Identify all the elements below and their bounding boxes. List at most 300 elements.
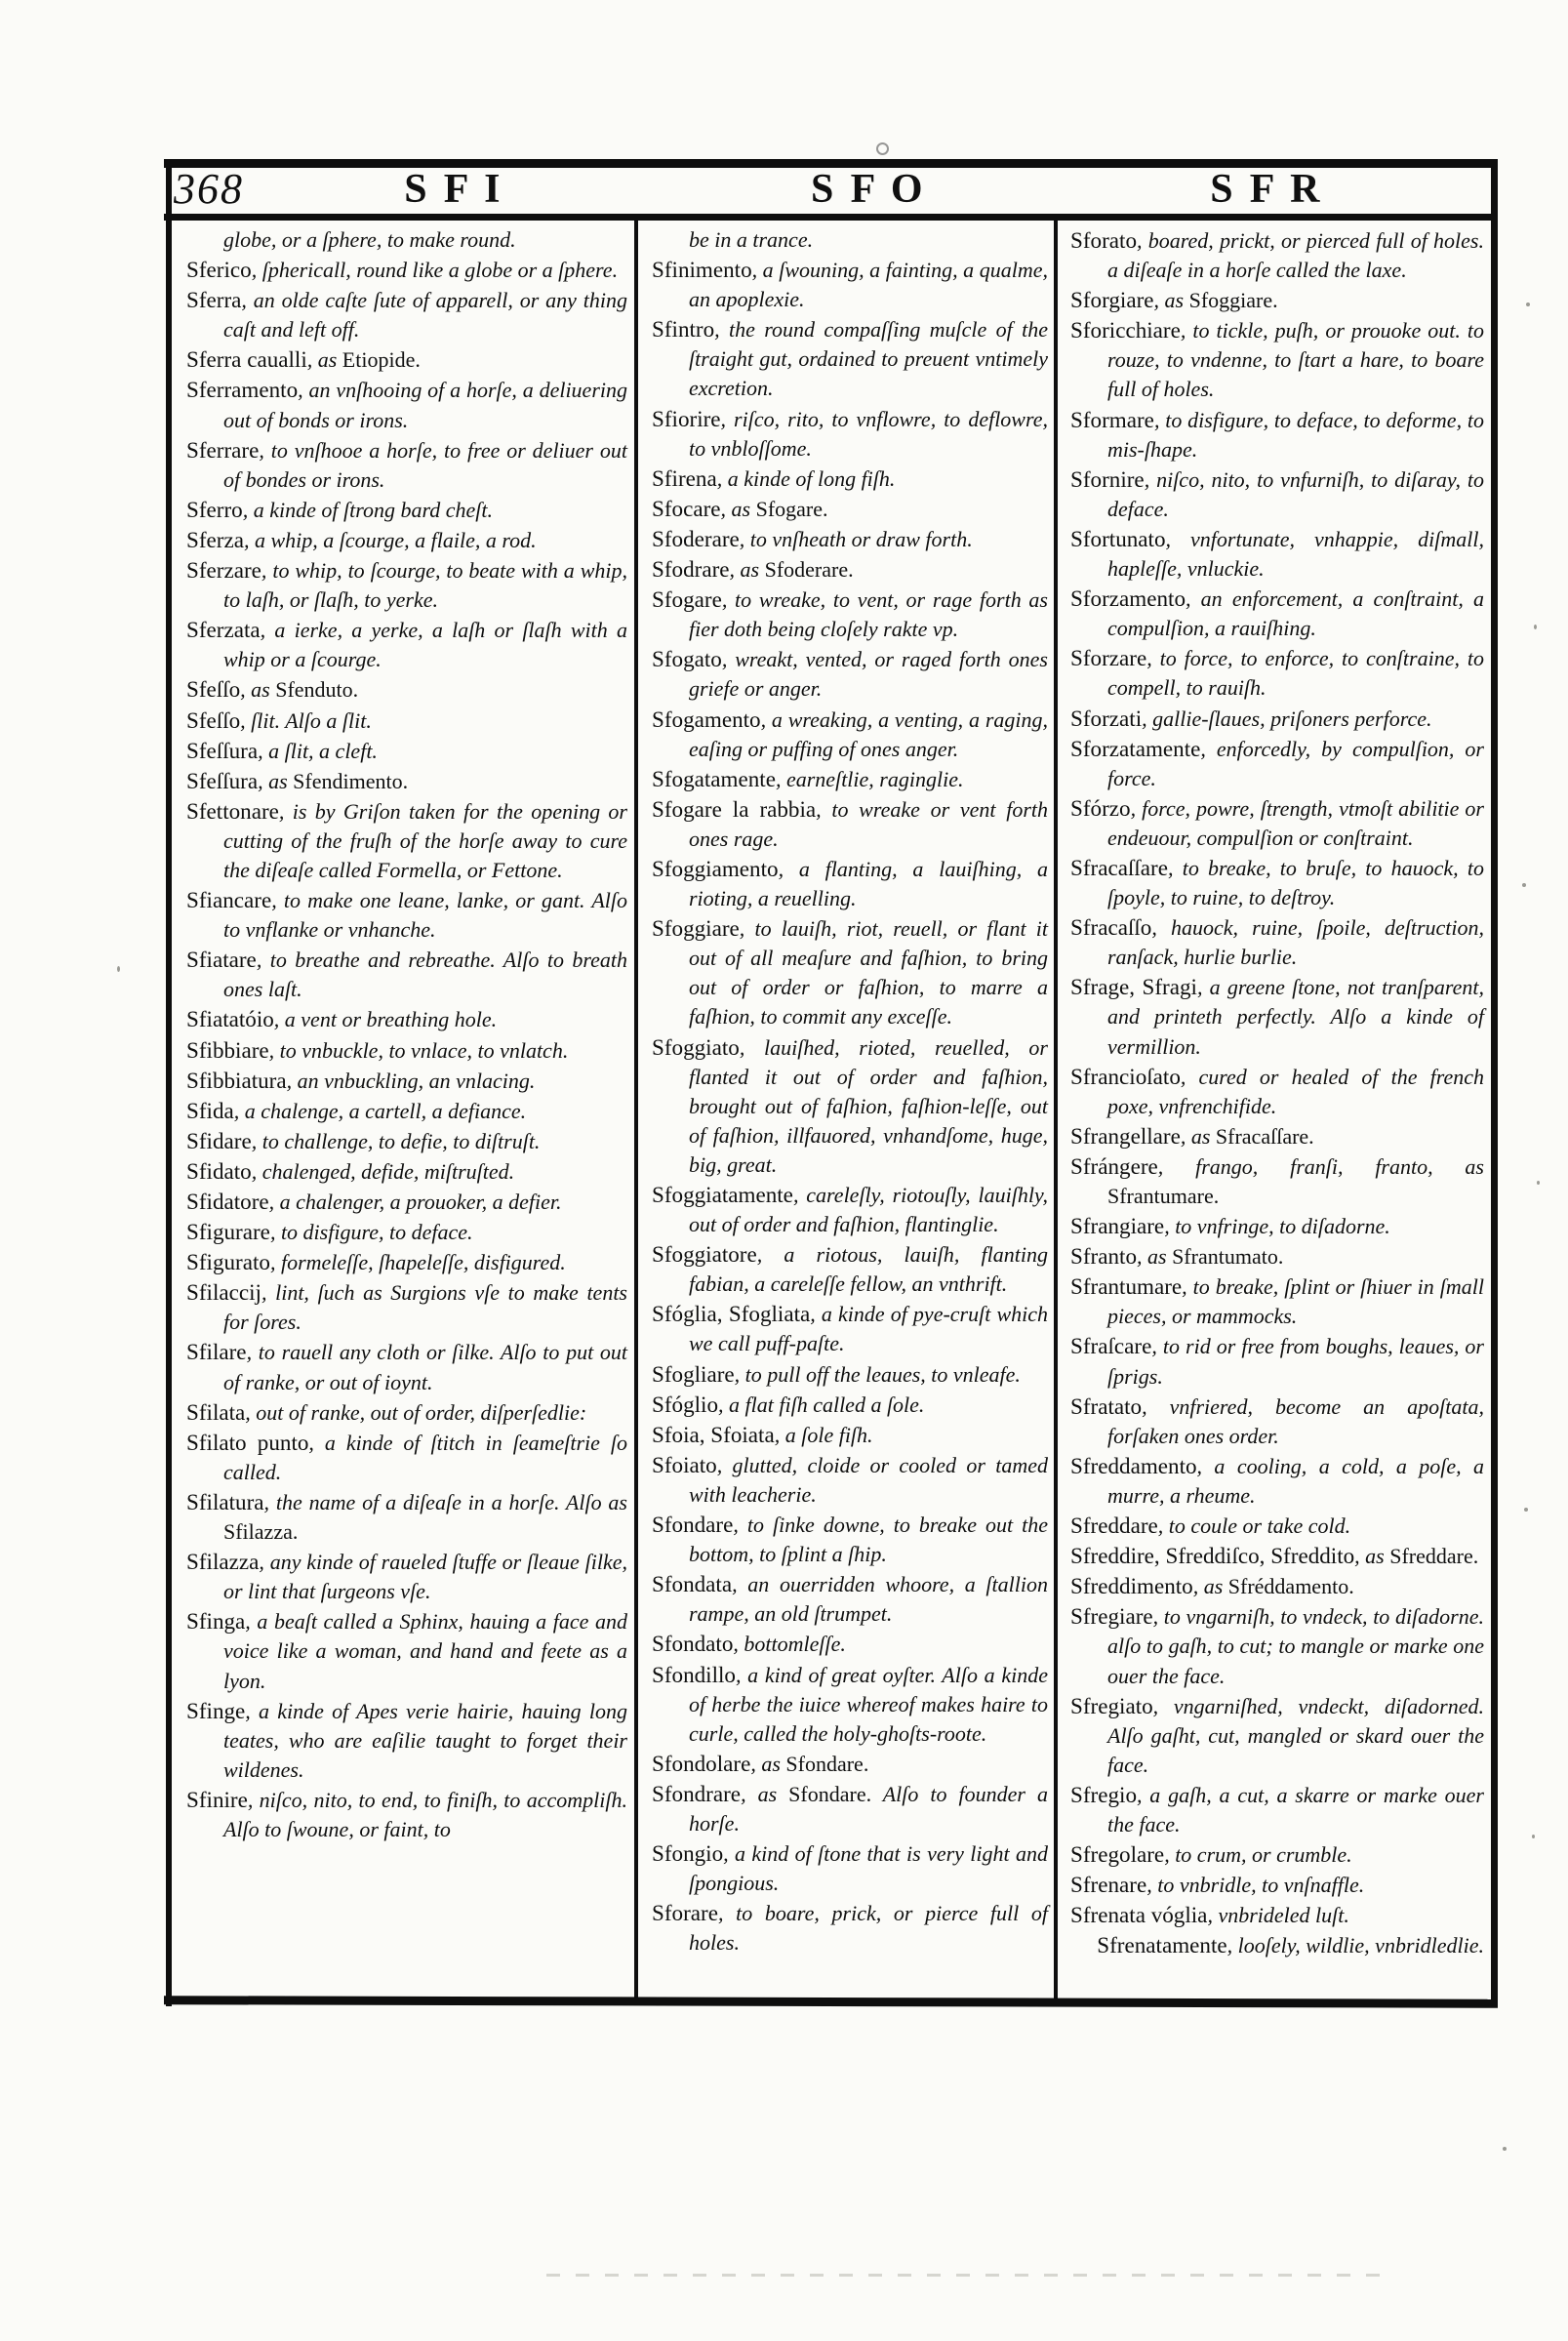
entry-definition: globe, or a ſphere, to make round. xyxy=(223,227,516,252)
entry-definition: , as xyxy=(1354,1544,1390,1569)
entry-headword: Sfinge xyxy=(186,1697,246,1723)
entry-definition: , vnfortunate, vnhappie, diſmall, hapleſſe, vnluckie. xyxy=(1107,526,1484,582)
entry-definition: , to wreake, to vent, or rage forth as fier doth being cloſely rakte vp. xyxy=(689,587,1048,642)
entry-definition: , the round compaſſing muſcle of the ſtraight gut, ordained to preuent vntimely excretion. xyxy=(689,317,1048,401)
entry-definition: , a chalenger, a prouoker, a defier. xyxy=(268,1190,562,1214)
entry-definition: , to vnfringe, to diſadorne. xyxy=(1164,1214,1390,1239)
entry-headword: Sfrangiare xyxy=(1070,1213,1165,1239)
scan-speck xyxy=(1522,883,1526,887)
entry-definition: , an olde caſte ſute of apparell, or any thing caſt and left off. xyxy=(223,288,627,343)
dictionary-entry xyxy=(1070,734,1484,793)
entry-headword: Sfondrare xyxy=(652,1780,742,1806)
entry-headword: Sferzare xyxy=(186,557,261,584)
entry-definition: , to disfigure, to deface, to deforme, to mis-ſhape. xyxy=(1107,407,1484,462)
entry-headword: Sferro xyxy=(186,496,243,522)
scan-speck xyxy=(1532,1835,1535,1838)
entry-definition: , a whip, a ſcourge, a flaile, a rod. xyxy=(243,527,537,552)
dictionary-entry xyxy=(186,1428,627,1487)
entry-headword: Sfracaſſo xyxy=(1070,914,1152,941)
right-border xyxy=(1491,159,1498,2006)
entry-headword: Sfeſſo xyxy=(186,706,241,733)
entry-definition: , vngarniſhed, vndeckt, diſadorned. Alſo gaſht, cut, mangled or skard ouer the face. xyxy=(1107,1693,1484,1777)
entry-headword: Sfreddimento xyxy=(1070,1573,1193,1599)
entry-definition: , to wreake or vent forth ones rage. xyxy=(689,796,1048,851)
entry-definition: , a wreaking, a venting, a raging, eaſing or puffing of ones anger. xyxy=(689,706,1048,761)
dictionary-entry xyxy=(652,854,1048,913)
entry-headword: Sfóglio xyxy=(652,1391,719,1417)
entry-definition: , a ſlit, a cleft. xyxy=(258,738,378,763)
dictionary-entry xyxy=(652,1838,1048,1898)
entry-definition: , as xyxy=(729,557,765,583)
entry-definition: , to breake, ſplint or ſhiuer in ſmall pieces, or mammocks. xyxy=(1107,1274,1484,1329)
entry-headword: Sfigurato xyxy=(186,1249,270,1275)
entry-definition: , lint, ſuch as Surgions vſe to make tents for ſores. xyxy=(223,1280,627,1335)
entry-headword: Sfrancioſato xyxy=(1070,1063,1181,1089)
dictionary-entry xyxy=(186,945,627,1004)
entry-headword: Sfogliare xyxy=(652,1360,735,1387)
dictionary-entry xyxy=(186,766,627,796)
entry-definition: , niſco, nito, to end, to finiſh, to accompliſh. Alſo to ſwoune, or faint, to xyxy=(223,1787,627,1841)
entry-headword: Sfrángere xyxy=(1070,1152,1158,1179)
dictionary-entry xyxy=(1070,704,1484,734)
entry-headword: Sfinimento xyxy=(652,257,752,283)
entry-definition: , as xyxy=(258,768,294,793)
entry-headword: Sferico xyxy=(186,257,252,283)
entry-headword: Sfrenare xyxy=(1070,1872,1147,1898)
dictionary-entry xyxy=(186,1156,627,1187)
entry-definition: , an vnſhooing of a horſe, a deliuering out of bonds or irons. xyxy=(223,378,627,432)
running-head-sfo: S F O xyxy=(811,167,926,212)
dictionary-entry xyxy=(186,495,627,525)
scan-speck xyxy=(1503,2147,1507,2151)
entry-headword: Sfilato punto xyxy=(186,1429,309,1455)
entry-headword: Sferra caualli xyxy=(186,346,307,373)
entry-headword: Sfoderare xyxy=(652,525,740,551)
dictionary-entry xyxy=(652,585,1048,644)
dictionary-entry xyxy=(1070,285,1484,315)
entry-headword: Sfoggiamento xyxy=(652,855,779,881)
running-head-sfr: S F R xyxy=(1210,167,1323,212)
entry-definition: , to breathe and rebreathe. Alſo to breath ones laſt. xyxy=(223,948,627,1002)
entry-headword: Sfogare la rabbia xyxy=(652,795,817,822)
running-head-sfi: S F I xyxy=(404,167,503,212)
dictionary-entry xyxy=(186,435,627,495)
left-border xyxy=(166,159,172,2006)
entry-continuation xyxy=(652,225,1048,255)
entry-definition: , vnbrideled luſt. xyxy=(1207,1903,1349,1928)
entry-definition: , force, powre, ſtrength, vtmoſt abilitie or endeuour, compulſion or conſtraint. xyxy=(1107,795,1484,850)
scan-speck xyxy=(1537,1181,1540,1185)
entry-headword: Sferrare xyxy=(186,436,260,463)
entry-definition: , formeleſſe, ſhapeleſſe, disfigured. xyxy=(269,1250,566,1275)
entry-definition: , as xyxy=(1137,1244,1173,1270)
entry-headword: Sforzare xyxy=(1070,645,1147,671)
entry-definition: , a kinde of ſtitch in ſeameſtrie ſo called. xyxy=(223,1430,627,1484)
dictionary-entry xyxy=(186,885,627,945)
dictionary-entry xyxy=(652,1390,1048,1420)
dictionary-entry xyxy=(186,1277,627,1337)
cross-reference: Sfilazza. xyxy=(223,1519,299,1545)
dictionary-column-3 xyxy=(1070,225,1484,1960)
entry-definition: , to breake, to bruſe, to hauock, to ſpoyle, to ruine, to deſtroy. xyxy=(1107,855,1484,910)
entry-definition: , as xyxy=(1153,288,1189,313)
scan-speck xyxy=(117,966,120,972)
scan-speck xyxy=(1524,1508,1528,1512)
dictionary-entry xyxy=(652,1359,1048,1390)
entry-definition: , to rid or free from boughs, leaues, or ſprigs. xyxy=(1107,1334,1484,1389)
dictionary-entry xyxy=(1070,1121,1484,1151)
dictionary-entry xyxy=(186,1247,627,1277)
dictionary-entry xyxy=(1070,1331,1484,1391)
dictionary-entry xyxy=(652,1660,1048,1749)
entry-definition: , careleſly, riotouſly, lauiſhly, out of order and faſhion, flantinglie. xyxy=(689,1183,1048,1237)
entry-headword: Sfilare xyxy=(186,1339,247,1365)
entry-definition: , enforcedly, by compulſion, or force. xyxy=(1107,736,1484,790)
entry-definition: , to challenge, to defie, to diſtruſt. xyxy=(251,1128,541,1153)
dictionary-entry xyxy=(1070,643,1484,703)
dictionary-entry xyxy=(186,525,627,555)
dictionary-entry xyxy=(1070,225,1484,285)
entry-headword: Sfeſſura xyxy=(186,737,259,763)
bottom-rule xyxy=(164,1996,1498,2008)
dictionary-entry xyxy=(186,1337,627,1396)
dictionary-entry xyxy=(186,1126,627,1156)
entry-headword: Sfondata xyxy=(652,1571,733,1597)
entry-headword: Sforicchiare xyxy=(1070,317,1181,343)
cross-reference: Sfrantumato. xyxy=(1172,1244,1284,1270)
entry-definition: , to coule or take cold. xyxy=(1157,1514,1351,1539)
dictionary-entry xyxy=(1070,1062,1484,1121)
dictionary-entry xyxy=(1070,1900,1484,1930)
entry-definition: , is by Griſon taken for the opening or cutting of the fruſh of the horſe away to cure the diſeaſe called Formella, or Fettone. xyxy=(223,798,627,882)
entry-definition: , to make one leane, lanke, or gant. Alſo to vnflanke or vnhanche. xyxy=(223,888,627,943)
entry-headword: Sforato xyxy=(1070,227,1137,253)
scan-ring-mark xyxy=(876,142,889,155)
entry-headword: Sfidatore xyxy=(186,1189,269,1214)
dictionary-entry xyxy=(652,1510,1048,1569)
dictionary-entry xyxy=(1070,793,1484,853)
entry-definition: , a gaſh, a cut, a skarre or marke ouer the face. xyxy=(1107,1782,1484,1836)
entry-headword: Sfocare xyxy=(652,495,721,521)
entry-headword: Sfeſſura xyxy=(186,767,259,793)
entry-definition: , to vnbuckle, to vnlace, to vnlatch. xyxy=(268,1037,569,1063)
entry-headword: Sfondato xyxy=(652,1631,734,1657)
entry-headword: Sfrangellare xyxy=(1070,1122,1181,1149)
entry-definition: , riſco, rito, to vnflowre, to deflowre, to vnbloſſome. xyxy=(689,406,1048,461)
entry-definition: , a vent or breathing hole. xyxy=(273,1007,498,1032)
entry-headword: Sfraſcare xyxy=(1070,1333,1152,1359)
entry-headword: Sfreddare xyxy=(1070,1513,1158,1539)
cross-reference: Sfréddamento. xyxy=(1227,1574,1354,1599)
entry-definition: , to whip, to ſcourge, to beate with a whip, to laſh, or ſlaſh, to yerke. xyxy=(223,558,627,613)
dictionary-entry xyxy=(186,1696,627,1785)
entry-headword: Sferramento xyxy=(186,377,299,403)
dictionary-entry xyxy=(186,1187,627,1217)
dictionary-entry xyxy=(1070,1151,1484,1211)
entry-headword: Sfeſſo xyxy=(186,676,241,703)
entry-definition: , any kinde of raueled ſtuffe or ſleaue ſilke, or lint that ſurgeons vſe. xyxy=(223,1550,627,1604)
scan-ghost-line xyxy=(546,2274,1395,2277)
entry-definition: , as xyxy=(750,1751,786,1776)
entry-headword: Sfreddamento xyxy=(1070,1452,1197,1478)
dictionary-entry xyxy=(1070,912,1484,972)
dictionary-entry xyxy=(1070,1601,1484,1690)
entry-headword: Sfracaſſare xyxy=(1070,854,1168,880)
cross-reference: Sfoderare. xyxy=(764,557,854,583)
dictionary-entry xyxy=(1070,1571,1484,1601)
entry-headword: Sfiatare xyxy=(186,947,257,973)
entry-definition: , lauiſhed, rioted, reuelled, or flanted it out of order and faſhion, brought out of faſhion, faſhion-leſſe, out of faſhion, illfauored, vnhandſome, huge, big, great. xyxy=(689,1034,1048,1177)
entry-definition: , as xyxy=(306,347,342,373)
dictionary-entry xyxy=(1070,1541,1484,1571)
entry-definition: , to rauell any cloth or ſilke. Alſo to put out of ranke, or out of ioynt. xyxy=(223,1340,627,1394)
dictionary-entry xyxy=(186,674,627,705)
entry-definition: , a flat fiſh called a ſole. xyxy=(718,1392,925,1417)
dictionary-entry xyxy=(652,913,1048,1031)
entry-headword: Sfregiare xyxy=(1070,1603,1153,1630)
entry-definition: , a flanting, a lauiſhing, a rioting, a reuelling. xyxy=(689,856,1048,911)
dictionary-entry xyxy=(1070,1271,1484,1331)
dictionary-entry xyxy=(186,736,627,766)
entry-headword: Sfintro xyxy=(652,316,715,343)
entry-definition: , to vnſhooe a horſe, to free or deliuer out of bondes or irons. xyxy=(223,437,627,492)
entry-headword: Sfirena xyxy=(652,464,717,491)
dictionary-entry xyxy=(1070,1870,1484,1900)
entry-definition: , wreakt, vented, or raged forth ones griefe or anger. xyxy=(689,647,1048,702)
entry-definition: , boared, prickt, or pierced full of holes. a diſeaſe in a horſe called the laxe. xyxy=(1107,228,1484,283)
cross-reference: Sfenduto. xyxy=(275,677,359,703)
dictionary-entry xyxy=(1070,584,1484,643)
dictionary-entry xyxy=(186,555,627,615)
entry-headword: Sfondillo xyxy=(652,1661,736,1687)
dictionary-entry xyxy=(1070,1392,1484,1451)
dictionary-entry xyxy=(652,314,1048,403)
entry-headword: Sforare xyxy=(652,1900,718,1926)
entry-definition: , an vnbuckling, an vnlacing. xyxy=(286,1068,536,1093)
entry-headword: Sfórzo xyxy=(1070,794,1131,821)
entry-definition: , as xyxy=(720,496,756,521)
dictionary-entry xyxy=(1070,1780,1484,1839)
entry-headword: Sfoia, Sfoiata xyxy=(652,1421,775,1447)
entry-headword: Sfilatura xyxy=(186,1488,264,1514)
dictionary-entry xyxy=(652,464,1048,494)
entry-definition: , to lauiſh, riot, reuell, or flant it out of all meaſure and faſhion, to bring out of order or faſhion, to marre a faſhion, to commit any exceſſe. xyxy=(689,916,1048,1029)
dictionary-entry xyxy=(652,255,1048,314)
entry-headword: Sfregiato xyxy=(1070,1692,1153,1718)
entry-headword: Sfoggiare xyxy=(652,915,740,942)
entry-headword: Sfreddire, Sfreddiſco, Sfreddito xyxy=(1070,1543,1355,1569)
entry-headword: Sfinire xyxy=(186,1786,248,1812)
entry-headword: Sfodrare xyxy=(652,556,730,583)
entry-definition: , a riotous, lauiſh, flanting fabian, a careleſſe fellow, an vnthrift. xyxy=(689,1242,1048,1297)
entry-definition: , cured or healed of the french poxe, vnfrenchifide. xyxy=(1107,1064,1484,1118)
entry-headword: Sfoiato xyxy=(652,1451,717,1477)
dictionary-entry xyxy=(186,796,627,885)
cross-reference: Sfendimento. xyxy=(293,768,409,793)
page-number: 368 xyxy=(174,165,244,213)
entry-headword: Sfilata xyxy=(186,1398,246,1425)
entry-definition: Alſo to founder a horſe. xyxy=(689,1781,1048,1836)
entry-headword: Sfiatatóio xyxy=(186,1006,274,1032)
dictionary-entry xyxy=(652,404,1048,464)
dictionary-entry xyxy=(652,764,1048,794)
entry-definition: , a kind of ſtone that is very light and ſpongious. xyxy=(689,1841,1048,1896)
header-bottom-rule xyxy=(164,214,1498,221)
entry-definition: , to ſinke downe, to breake out the bottom, to ſplint a ſhip. xyxy=(689,1513,1048,1567)
dictionary-entry xyxy=(186,285,627,344)
entry-headword: Sfidare xyxy=(186,1127,252,1153)
dictionary-entry xyxy=(186,1397,627,1428)
dictionary-entry xyxy=(186,1004,627,1034)
dictionary-entry xyxy=(186,1217,627,1247)
entry-headword: Sfinga xyxy=(186,1608,246,1635)
entry-headword: Sfiorire xyxy=(652,405,721,431)
cross-reference: Sfondare. xyxy=(785,1751,869,1776)
dictionary-entry xyxy=(186,1066,627,1096)
cross-reference: Sfogare. xyxy=(755,496,828,521)
dictionary-entry xyxy=(186,1096,627,1126)
entry-definition: , a kinde of pye-cruſt which we call puff-paſte. xyxy=(689,1302,1048,1356)
dictionary-entry xyxy=(652,494,1048,524)
column-divider-2 xyxy=(1054,221,1058,1998)
entry-definition: , to vngarniſh, to vndeck, to diſadorne. alſo to gaſh, to cut; to mangle or marke one ouer the face. xyxy=(1107,1604,1484,1688)
dictionary-entry xyxy=(186,255,627,285)
entry-headword: Sfogato xyxy=(652,646,722,672)
entry-definition: , to vnbridle, to vnſnaffle. xyxy=(1146,1873,1365,1898)
entry-definition: , as xyxy=(741,1781,789,1806)
dictionary-entry xyxy=(1070,1691,1484,1780)
cross-reference: Sfreddare. xyxy=(1389,1544,1479,1569)
entry-definition: , an ouerridden whoore, a ſtallion rampe, an old ſtrumpet. xyxy=(689,1572,1048,1627)
entry-definition: , ſphericall, round like a globe or a ſphere. xyxy=(251,258,619,283)
dictionary-entry xyxy=(186,706,627,736)
dictionary-entry xyxy=(652,554,1048,585)
entry-definition: , chalenged, defide, miſtruſted. xyxy=(251,1158,515,1184)
entry-definition: , to boare, prick, or pierce full of holes. xyxy=(689,1901,1048,1956)
entry-headword: Sfigurare xyxy=(186,1219,270,1245)
dictionary-entry xyxy=(652,1749,1048,1779)
entry-headword: Sfrenatamente xyxy=(1097,1932,1227,1958)
dictionary-entry xyxy=(652,1450,1048,1510)
dictionary-entry xyxy=(1070,405,1484,464)
dictionary-entry xyxy=(652,1180,1048,1239)
dictionary-entry xyxy=(1070,1930,1484,1960)
dictionary-entry xyxy=(652,1420,1048,1450)
entry-continuation xyxy=(186,225,627,255)
dictionary-entry xyxy=(1070,1211,1484,1241)
dictionary-entry xyxy=(652,644,1048,704)
dictionary-entry xyxy=(652,1629,1048,1659)
entry-headword: Sfóglia, Sfogliata xyxy=(652,1301,811,1327)
entry-headword: Sfregolare xyxy=(1070,1841,1165,1868)
entry-headword: Sfogatamente xyxy=(652,765,776,791)
entry-headword: Sfortunato xyxy=(1070,525,1166,551)
dictionary-column-2 xyxy=(652,225,1048,1958)
dictionary-entry xyxy=(652,705,1048,764)
dictionary-entry xyxy=(186,375,627,434)
column-divider-1 xyxy=(634,221,638,1998)
entry-definition: , gallie-ſlaues, priſoners perforce. xyxy=(1142,706,1432,731)
entry-headword: Sferza xyxy=(186,526,244,552)
entry-definition: , an enforcement, a conſtraint, a compulſion, a rauiſhing. xyxy=(1107,586,1484,641)
entry-headword: Sferra xyxy=(186,287,242,313)
dictionary-entry xyxy=(186,1035,627,1066)
entry-headword: Sfoggiatamente xyxy=(652,1182,793,1207)
entry-definition: , hauock, ruine, ſpoile, deſtruction, ranſack, hurlie burlie. xyxy=(1107,915,1484,970)
dictionary-entry xyxy=(186,1785,627,1844)
entry-headword: Sfoggiato xyxy=(652,1033,740,1060)
cross-reference: Sfondare. xyxy=(788,1781,872,1806)
entry-headword: Sfibbiatura xyxy=(186,1067,287,1093)
entry-headword: Sferzata xyxy=(186,617,261,643)
entry-headword: Sfiancare xyxy=(186,887,272,913)
scan-speck xyxy=(1526,303,1530,306)
entry-headword: Sfongio xyxy=(652,1840,724,1867)
dictionary-entry xyxy=(1070,524,1484,584)
entry-headword: Sfogamento xyxy=(652,706,761,732)
entry-definition: , a kinde of long fiſh. xyxy=(716,465,896,491)
entry-definition: , a chalenge, a cartell, a defiance. xyxy=(233,1098,527,1123)
entry-definition: , a ſole fiſh. xyxy=(774,1422,873,1447)
entry-definition: , to pull off the leaues, to vnleafe. xyxy=(734,1361,1021,1387)
entry-headword: Sfondare xyxy=(652,1512,734,1538)
dictionary-entry xyxy=(1070,1451,1484,1511)
entry-headword: Sfilazza xyxy=(186,1549,260,1575)
entry-definition: , vnfriered, become an apoſtata, forſaken ones order. xyxy=(1107,1393,1484,1448)
entry-definition: , a cooling, a cold, a poſe, a murre, a rheume. xyxy=(1107,1453,1484,1508)
entry-headword: Sfrenata vóglia xyxy=(1070,1902,1208,1928)
cross-reference: Sfracaſſare. xyxy=(1215,1123,1314,1149)
dictionary-entry xyxy=(652,1239,1048,1299)
entry-headword: Sfidato xyxy=(186,1157,252,1184)
entry-definition: , as xyxy=(240,677,276,703)
entry-definition: , a kinde of Apes verie hairie, hauing long teates, who are eaſilie taught to forget their wildenes. xyxy=(223,1698,627,1782)
dictionary-entry xyxy=(1070,1511,1484,1541)
entry-definition: , a kind of great oyſter. Alſo a kinde of herbe the iuice whereof makes haire to curle, called the holy-ghoſts-roote. xyxy=(689,1662,1048,1746)
entry-definition: , to tickle, puſh, or prouoke out. to rouze, to vndenne, to ſtart a hare, to boare full of holes. xyxy=(1107,318,1484,402)
entry-headword: Sfondolare xyxy=(652,1750,751,1776)
entry-definition: , to force, to enforce, to conſtraine, to compell, to rauiſh. xyxy=(1107,646,1484,701)
dictionary-entry xyxy=(1070,1241,1484,1271)
entry-definition: , a kinde of ſtrong bard cheſt. xyxy=(242,497,493,522)
entry-definition: , bottomleſſe. xyxy=(733,1632,846,1657)
entry-headword: Sfettonare xyxy=(186,797,279,824)
entry-definition: , a beaſt called a Sphinx, hauing a face and voice like a woman, and hand and feete as a lyon. xyxy=(223,1609,627,1693)
entry-headword: Sforgiare xyxy=(1070,287,1154,313)
dictionary-entry xyxy=(1070,464,1484,524)
dictionary-entry xyxy=(652,1569,1048,1629)
entry-headword: Sfrantumare xyxy=(1070,1273,1183,1300)
entry-definition: , a ſwouning, a fainting, a qualme, an apoplexie. xyxy=(689,258,1048,312)
entry-definition: , frango, franſi, franto, as xyxy=(1157,1153,1484,1179)
entry-definition: , as xyxy=(1180,1123,1216,1149)
dictionary-entry xyxy=(186,615,627,674)
dictionary-entry xyxy=(1070,1839,1484,1870)
entry-definition: , looſely, wildlie, vnbridledlie. xyxy=(1226,1933,1484,1958)
dictionary-column-1 xyxy=(186,225,627,1844)
cross-reference: Etiopide. xyxy=(342,347,421,373)
entry-definition: , earneſtlie, raginglie. xyxy=(775,766,964,791)
dictionary-entry xyxy=(1070,853,1484,912)
cross-reference: Sfoggiare. xyxy=(1188,288,1278,313)
entry-definition: , niſco, nito, to vnfurniſh, to diſaray, to deface. xyxy=(1107,466,1484,521)
entry-headword: Sforzamento xyxy=(1070,585,1186,612)
entry-definition: be in a trance. xyxy=(689,227,814,252)
entry-headword: Sformare xyxy=(1070,406,1154,432)
entry-definition: , to disfigure, to deface. xyxy=(269,1220,473,1245)
entry-headword: Sfida xyxy=(186,1097,234,1123)
entry-headword: Sfogare xyxy=(652,586,722,613)
